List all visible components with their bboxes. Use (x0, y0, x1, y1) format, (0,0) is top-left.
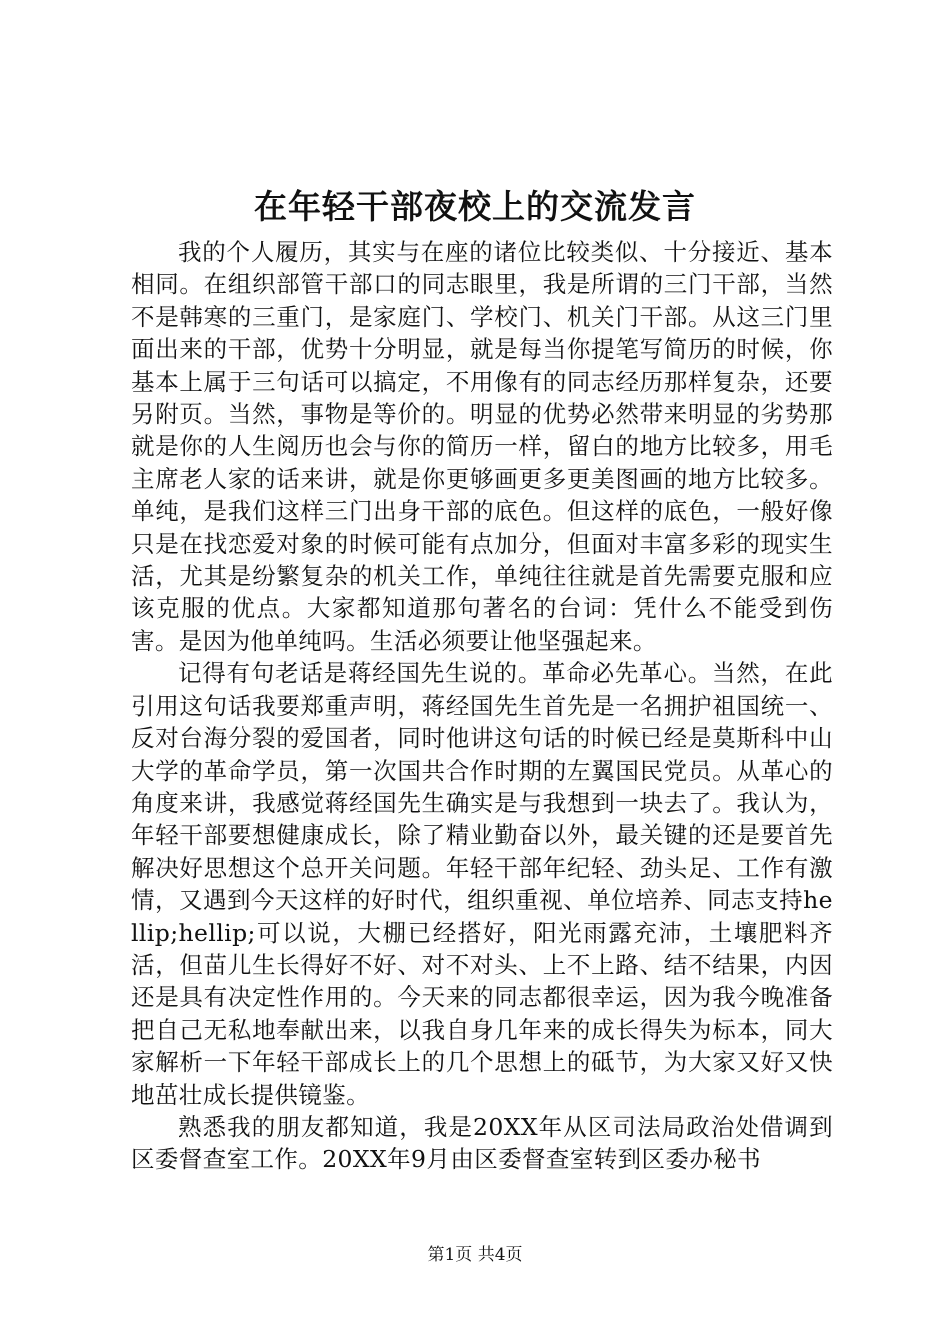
paragraph-3: 熟悉我的朋友都知道，我是20XX年从区司法局政治处借调到区委督查室工作。20XX年9月由区委督查室转到区委办秘书 (131, 1112, 833, 1174)
paragraph-1: 我的个人履历，其实与在座的诸位比较类似、十分接近、基本相同。在组织部管干部口的同志眼里，我是所谓的三门干部，当然不是韩寒的三重门，是家庭门、学校门、机关门干部。从这三门里面出来的干部，优势十分明显，就是每当你提笔写简历的时候，你基本上属于三句话可以搞定，不用像有的同志经历那样复杂，还要另附页。当然，事物是等价的。明显的优势必然带来明显的劣势那就是你的人生阅历也会与你的简历一样，留白的地方比较多，用毛主席老人家的话来讲，就是你更够画更多更美图画的地方比较多。单纯，是我们这样三门出身干部的底色。但这样的底色，一般好像只是在找恋爱对象的时候可能有点加分，但面对丰富多彩的现实生活，尤其是纷繁复杂的机关工作，单纯往往就是首先需要克服和应该克服的优点。大家都知道那句著名的台词：凭什么不能受到伤害。是因为他单纯吗。生活必须要让他坚强起来。 (131, 238, 833, 655)
page-footer: 第1页 共4页 (427, 1245, 523, 1265)
paragraph-2: 记得有句老话是蒋经国先生说的。革命必先革心。当然，在此引用这句话我要郑重声明，蒋经国先生首先是一名拥护祖国统一、反对台海分裂的爱国者，同时他讲这句话的时候已经是莫斯科中山大学的革命学员，第一次国共合作时期的左翼国民党员。从革心的角度来讲，我感觉蒋经国先生确实是与我想到一块去了。我认为，年轻干部要想健康成长，除了精业勤奋以外，最关键的还是要首先解决好思想这个总开关问题。年轻干部年纪轻、劲头足、工作有激情，又遇到今天这样的好时代，组织重视、单位培养、同志支持hellip;hellip;可以说，大棚已经搭好，阳光雨露充沛，土壤肥料齐活，但苗儿生长得好不好、对不对头、上不上路、结不结果，内因还是具有决定性作用的。今天来的同志都很幸运，因为我今晚准备把自己无私地奉献出来，以我自身几年来的成长得失为标本，同大家解析一下年轻干部成长上的几个思想上的砥节，为大家又好又快地茁壮成长提供镜鉴。 (131, 659, 833, 1109)
document-title: 在年轻干部夜校上的交流发言 (254, 187, 696, 226)
document-body (131, 236, 833, 1176)
